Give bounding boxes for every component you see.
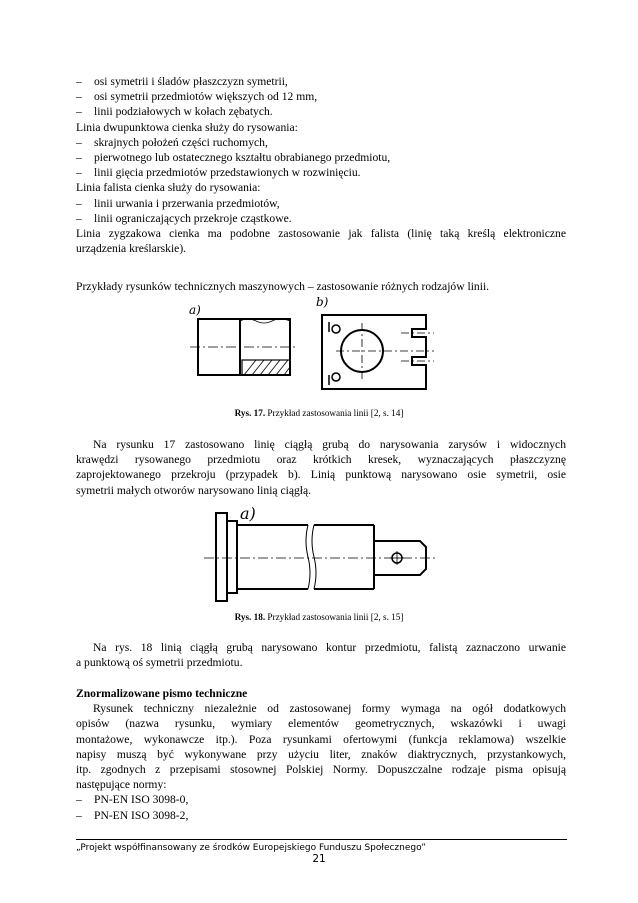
- list-intro: Linia dwupunktowa cienka służy do rysowania:: [76, 120, 298, 134]
- list-item: – linii gięcia przedmiotów przedstawionych w rozwinięciu.: [76, 166, 361, 180]
- line-usage-list: [76, 74, 566, 256]
- list-intro: Linia falista cienka służy do rysowania:: [76, 181, 261, 195]
- list-item: – PN-EN ISO 3098-2,: [76, 808, 189, 822]
- section-lettering: Znormalizowane pismo techniczne Rysunek techniczny niezależnie od zastosowanej formy wymaga na ogół dodatkowych opisów (nazwa rysunku, wymiary elementów geometrycznych, wskazówki i uwagi montażowe, wykonawcze itp.). Poza rysunkami ofertowymi (funkcja reklamowa) wszelkie napisy muszą być wykonywane przy użyciu liter, znaków diaktrycznych, przystankowych, itp. zgodnych z przepisami stosownej Polskiej Normy. Dopuszczalne rodzaje pisma opisują następujące normy: – PN-EN ISO 3098-0, – PN-EN ISO 3098-2,: [76, 687, 566, 822]
- zigzag-paragraph-line: urządzenia kreślarskie).: [76, 242, 187, 256]
- paragraph-fig17: Na rysunku 17 zastosowano linię ciągłą grubą do narysowania zarysów i widocznych krawędzi rysowanego przedmiotu oraz krótkich kresek, wyznaczających płaszczyznę zaprojektowanego przekroju (przypadek b). Linią punktową narysowano osie symetrii, osie symetrii małych otworów narysowano linią ciągłą.: [76, 438, 566, 497]
- footer-text: „Projekt współfinansowany ze środków Europejskiego Funduszu Społecznego”: [76, 843, 426, 853]
- list-item: – osi symetrii przedmiotów większych od 12 mm,: [76, 90, 318, 104]
- plate-drawing: [322, 315, 434, 389]
- figure-label-a: a): [240, 504, 256, 523]
- examples-intro: Przykłady rysunków technicznych maszynowych – zastosowanie różnych rodzajów linii.: [76, 280, 490, 293]
- zigzag-paragraph-line: Linia zygzakowa cienka ma podobne zastosowanie jak falista (linię taką kreślą elektroniczne: [76, 227, 566, 241]
- stepped-shaft-drawing: [204, 513, 436, 601]
- figure-17-caption: Rys. 17. Przykład zastosowania linii [2, s. 14]: [234, 408, 404, 418]
- figure-17-drawing: [186, 297, 456, 397]
- figure-18-caption: Rys. 18. Przykład zastosowania linii [2, s. 15]: [234, 612, 404, 622]
- section-heading: Znormalizowane pismo techniczne: [76, 687, 248, 700]
- figure-label-b: b): [316, 297, 329, 309]
- figure-label-a: a): [189, 303, 201, 317]
- list-item: – skrajnych położeń części ruchomych,: [76, 135, 268, 149]
- list-item: – PN-EN ISO 3098-0,: [76, 793, 189, 807]
- page-number: 21: [312, 853, 326, 865]
- list-item: – linii ograniczających przekroje cząstkowe.: [76, 211, 292, 225]
- shaft-drawing: [190, 319, 298, 375]
- list-item: – linii podziałowych w kołach zębatych.: [76, 105, 273, 119]
- list-item: – linii urwania i przerwania przedmiotów,: [76, 196, 280, 210]
- list-item: – osi symetrii i śladów płaszczyzn symetrii,: [76, 75, 288, 88]
- list-item: – pierwotnego lub ostatecznego kształtu obrabianego przedmiotu,: [76, 151, 391, 165]
- figure-18-drawing: [200, 497, 440, 604]
- paragraph-fig18: Na rys. 18 linią ciągłą grubą narysowano kontur przedmiotu, falistą zaznaczono urwanie a punktową oś symetrii przedmiotu.: [76, 641, 566, 670]
- footer-divider: [76, 839, 567, 840]
